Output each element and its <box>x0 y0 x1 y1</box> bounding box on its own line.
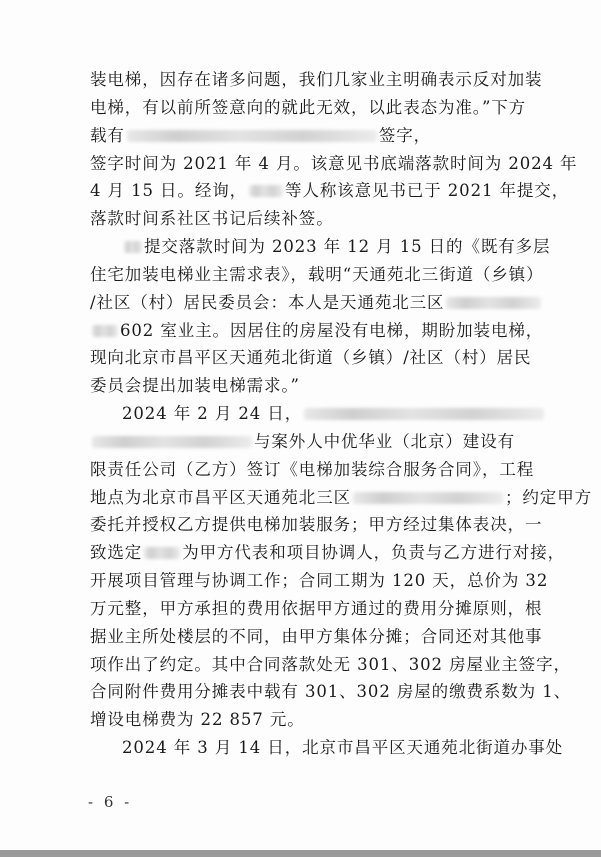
text-line-11: 现向北京市昌平区天通苑北街道（乡镇）/社区（村）居民 <box>90 348 532 367</box>
text-line-24: 增设电梯费为 22 857 元。 <box>90 710 305 729</box>
text-line-4: 签字时间为 2021 年 4 月。该意见书底端落款时间为 2024 年 <box>90 154 578 173</box>
text-line-8: 住宅加装电梯业主需求表》，载明“天通苑北三街道（乡镇） <box>90 265 544 284</box>
text-line-12: 委员会提出加装电梯需求。” <box>90 376 300 395</box>
redaction <box>304 408 544 420</box>
redaction <box>92 436 252 448</box>
text-line-23: 合同附件费用分摊表中载有 301、302 房屋的缴费系数为 1、 <box>90 682 572 701</box>
text-line-2: 电梯，有以前所签意向的就此无效，以此表态为准。”下方 <box>90 98 527 117</box>
text-line-5: 4 月 15 日。经询， 等人称该意见书已于 2021 年提交， <box>90 181 570 200</box>
text-line-16: 地点为北京市昌平区天通苑北三区 ；约定甲方 <box>90 488 592 507</box>
text-line-3: 载有 签字， <box>90 126 432 145</box>
redaction <box>353 492 503 504</box>
text-line-9: /社区（村）居民委员会：本人是天通苑北三区 <box>90 293 530 313</box>
page-number: - 6 - <box>88 793 133 811</box>
text-line-22: 项作出了约定。其中合同落款处无 301、302 房屋业主签字， <box>90 655 571 674</box>
redaction <box>124 241 142 253</box>
redaction <box>92 325 118 337</box>
text-line-6: 落款时间系社区书记后续补签。 <box>90 209 334 228</box>
text-line-19: 开展项目管理与协调工作；合同工期为 120 天，总价为 32 <box>90 571 549 590</box>
redaction <box>446 297 541 309</box>
redaction <box>249 185 283 197</box>
text-line-21: 据业主所处楼层的不同，由甲方集体分摊；合同还对其他事 <box>90 627 543 646</box>
text-line-17: 委托并授权乙方提供电梯加装服务；甲方经过集体表决，一 <box>90 515 543 534</box>
redaction <box>144 547 180 559</box>
text-line-25: 2024 年 3 月 14 日，北京市昌平区天通苑北街道办事处 <box>122 738 564 757</box>
text-line-18: 致选定 为甲方代表和项目协调人，负责与乙方进行对接， <box>90 543 566 562</box>
text-line-10: 602 室业主。因居住的房屋没有电梯，期盼加装电梯， <box>90 321 530 341</box>
redaction <box>127 130 377 142</box>
text-line-15: 限责任公司（乙方）签订《电梯加装综合服务合同》，工程 <box>90 460 535 479</box>
text-line-20: 万元整，甲方承担的费用依据甲方通过的费用分摊原则，根 <box>90 599 543 618</box>
scan-edge <box>0 850 601 857</box>
text-line-13: 2024 年 2 月 24 日， <box>122 404 532 424</box>
text-line-14: 与案外人中优华业（北京）建设有 <box>90 432 530 452</box>
text-line-1: 装电梯，因存在诸多问题，我们几家业主明确表示反对加装 <box>90 70 543 89</box>
text-line-7: 提交落款时间为 2023 年 12 月 15 日的《既有多层 <box>122 237 532 257</box>
